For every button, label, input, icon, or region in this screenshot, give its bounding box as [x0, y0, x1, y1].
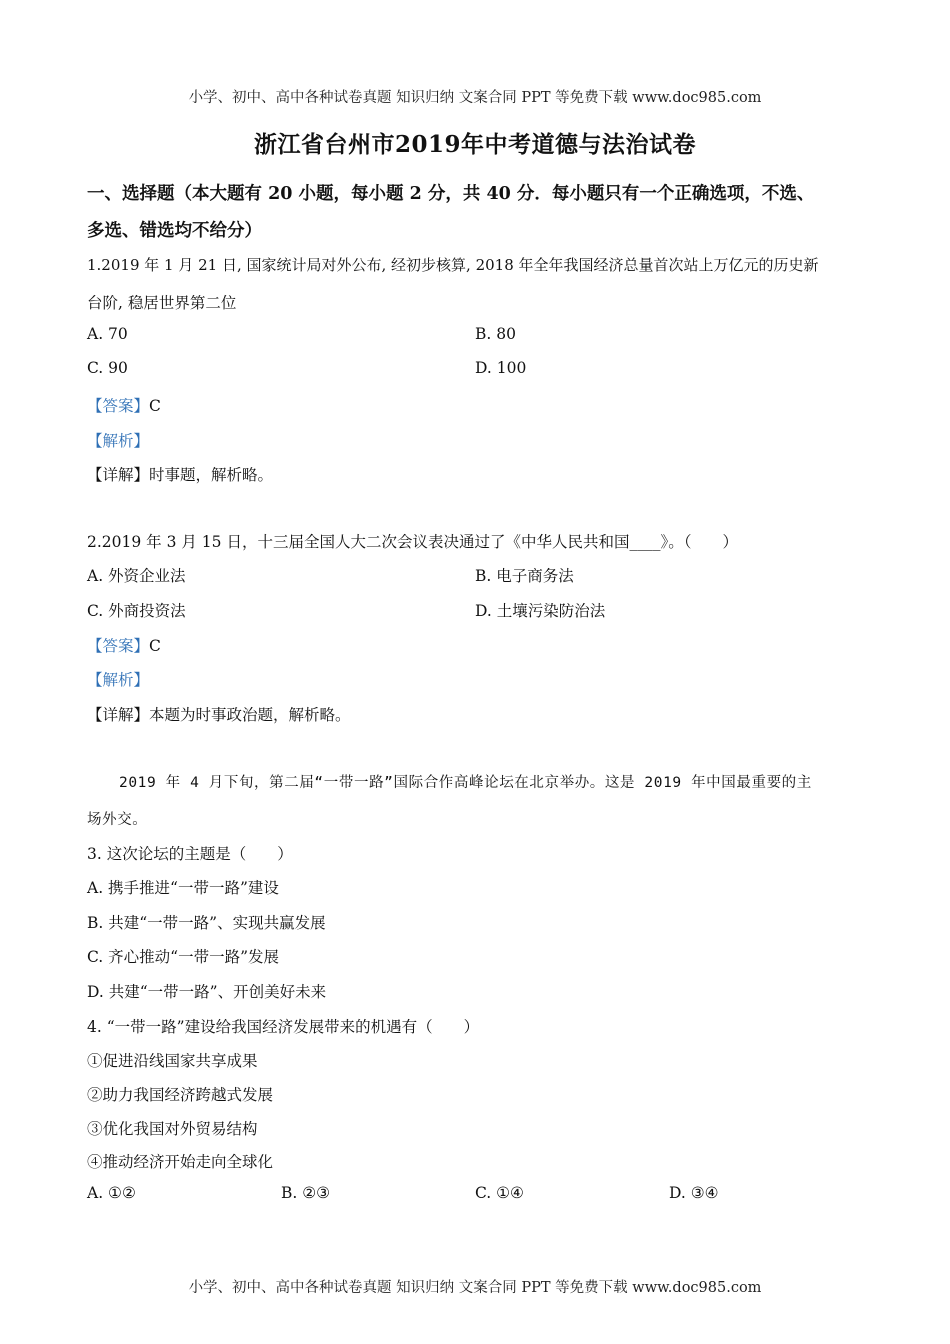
material-line2: 场外交。 [87, 812, 148, 828]
q1-option-d: D. 100 [475, 359, 527, 377]
q1-option-b: B. 80 [475, 325, 516, 343]
q1-answer-value: C [149, 397, 161, 415]
q1-option-c: C. 90 [87, 359, 128, 377]
q2-analysis-tag: 【解析】 [87, 671, 150, 689]
q2-option-c: C. 外商投资法 [87, 602, 186, 620]
q1-answer-tag: 【答案】 [87, 397, 150, 415]
q1-analysis-tag: 【解析】 [87, 432, 150, 450]
page-header: 小学、初中、高中各种试卷真题 知识归纳 文案合同 PPT 等免费下载 www.doc985.com [188, 90, 762, 106]
q4-item-1: ①促进沿线国家共享成果 [87, 1052, 258, 1070]
q4-item-2: ②助力我国经济跨越式发展 [87, 1086, 274, 1104]
q3-option-a: A. 携手推进“一带一路”建设 [87, 879, 279, 897]
q4-option-b: B. ②③ [281, 1184, 331, 1202]
q2-stem: 2.2019 年 3 月 15 日，十三届全国人大二次会议表决通过了《中华人民共和国____》。（ ） [87, 533, 738, 551]
q1-detail: 【详解】时事题，解析略。 [87, 466, 274, 484]
q1-option-a: A. 70 [87, 325, 128, 343]
q3-option-c: C. 齐心推动“一带一路”发展 [87, 948, 280, 966]
q4-option-a: A. ①② [87, 1184, 136, 1202]
q2-answer-tag: 【答案】 [87, 637, 150, 655]
q1-stem-line2: 台阶, 稳居世界第二位 [87, 294, 237, 312]
q4-stem: 4. “一带一路”建设给我国经济发展带来的机遇有（ ） [87, 1018, 480, 1036]
material-line1: 2019 年 4 月下旬，第二届“一带一路”国际合作高峰论坛在北京举办。这是 2019 年中国最重要的主 [119, 775, 812, 791]
q3-option-b: B. 共建“一带一路”、实现共赢发展 [87, 914, 326, 932]
q2-option-a: A. 外资企业法 [87, 567, 186, 585]
q2-answer [87, 634, 161, 656]
q1-stem-line1: 1.2019 年 1 月 21 日, 国家统计局对外公布, 经初步核算, 2018 年全年我国经济总量首次站上万亿元的历史新 [87, 256, 819, 274]
q2-answer-value: C [149, 637, 161, 655]
q4-option-c: C. ①④ [475, 1184, 524, 1202]
q4-item-3: ③优化我国对外贸易结构 [87, 1120, 258, 1138]
page-title: 浙江省台州市2019年中考道德与法治试卷 [253, 131, 696, 158]
page-footer: 小学、初中、高中各种试卷真题 知识归纳 文案合同 PPT 等免费下载 www.doc985.com [188, 1280, 762, 1296]
q3-stem: 3. 这次论坛的主题是（ ） [87, 845, 293, 863]
section-heading-line2: 多选、错选均不给分） [87, 221, 262, 241]
q2-option-d: D. 土壤污染防治法 [475, 602, 606, 620]
q2-detail: 【详解】本题为时事政治题，解析略。 [87, 706, 351, 724]
q3-option-d: D. 共建“一带一路”、开创美好未来 [87, 983, 327, 1001]
q4-item-4: ④推动经济开始走向全球化 [87, 1153, 274, 1171]
q2-option-b: B. 电子商务法 [475, 567, 574, 585]
section-heading-line1: 一、选择题（本大题有 20 小题，每小题 2 分，共 40 分．每小题只有一个正确选项，不选、 [87, 184, 815, 204]
q4-option-d: D. ③④ [669, 1184, 719, 1202]
q1-answer [87, 394, 161, 416]
